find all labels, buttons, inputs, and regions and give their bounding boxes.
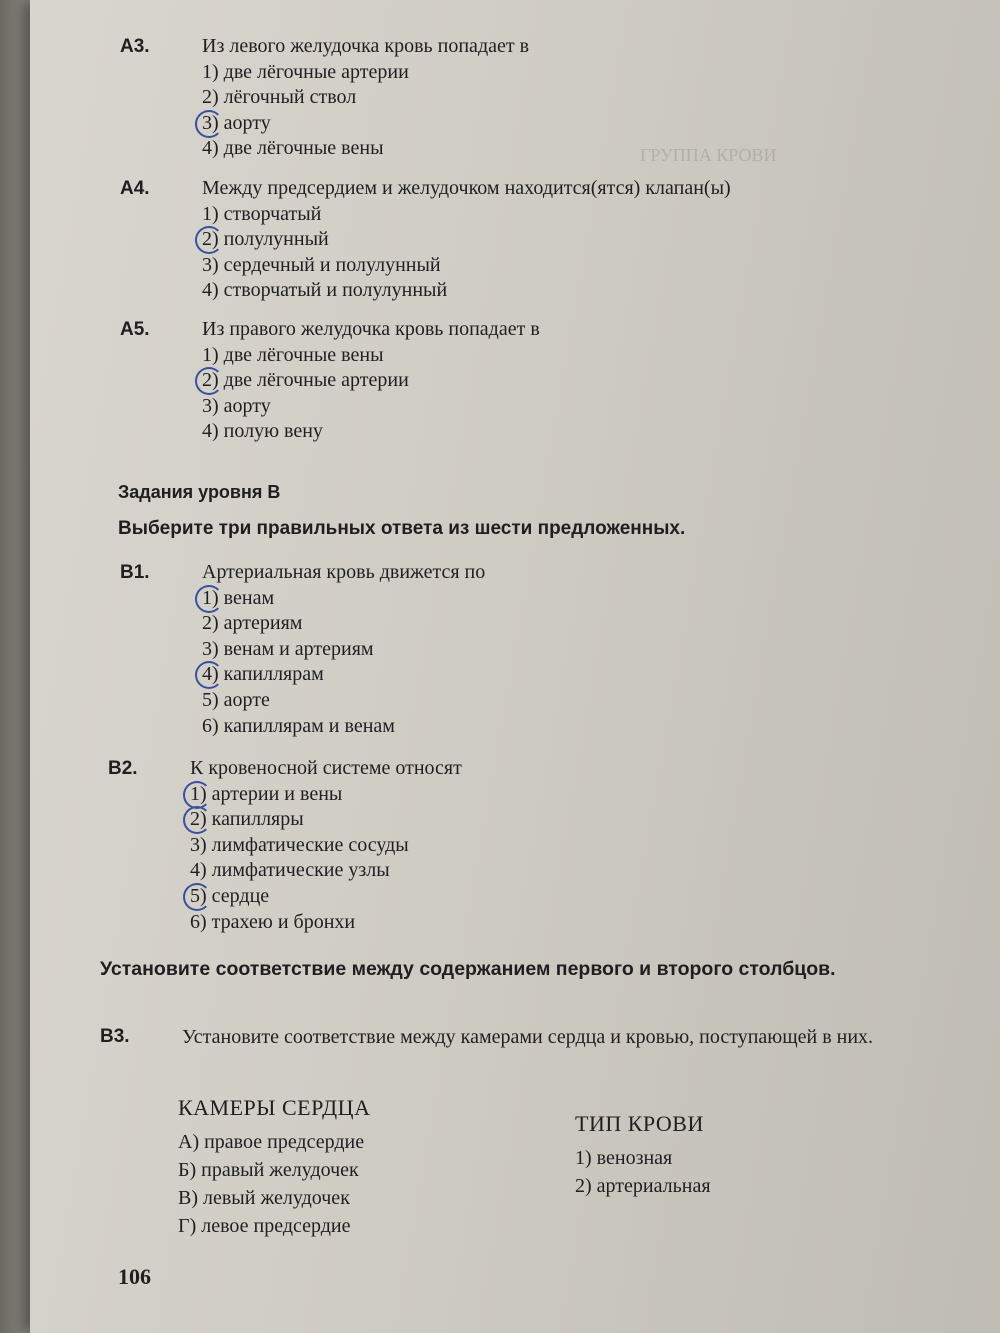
question-a3 — [120, 34, 529, 162]
answer-option: 4) лимфатические узлы — [190, 859, 390, 882]
question-b1 — [120, 560, 485, 739]
pen-circle-mark — [195, 367, 223, 395]
answer-option: 1) створчатый — [202, 202, 322, 225]
answer-option: 1) две лёгочные вены — [202, 343, 384, 366]
match-instruction: Установите соответствие между содержанием первого и второго столбцов. — [100, 958, 836, 980]
question-text: Установите соответствие между камерами сердца и кровью, поступающей в них. — [182, 1026, 874, 1048]
column-heading: КАМЕРЫ СЕРДЦА — [178, 1095, 371, 1120]
answer-option: 5) аорте — [202, 688, 270, 711]
answer-option: 4) створчатый и полулунный — [202, 279, 448, 302]
question-text: Из правого желудочка кровь попадает в — [202, 318, 540, 340]
match-item: 1) венозная — [575, 1147, 673, 1169]
answer-option-marked: 4) капиллярам — [202, 662, 485, 688]
pen-circle-mark — [195, 585, 223, 613]
answer-option: 3) сердечный и полулунный — [202, 253, 441, 276]
question-a5 — [120, 317, 540, 445]
answer-option: 3) аорту — [202, 394, 271, 417]
question-b3 — [100, 1024, 930, 1050]
show-through-text: ГРУППА КРОВИ — [640, 145, 777, 165]
question-text: К кровеносной системе относят — [190, 757, 462, 779]
column-blood-type — [575, 1110, 711, 1200]
column-heart-chambers — [178, 1094, 370, 1240]
answer-option-marked: 5) сердце — [190, 884, 462, 910]
question-number: А5. — [120, 319, 150, 340]
page-number: 106 — [118, 1264, 151, 1289]
question-a4 — [120, 176, 731, 304]
answer-option-marked: 1) артерии и вены — [190, 782, 462, 808]
answer-option: 3) венам и артериям — [202, 637, 374, 660]
question-text: Из левого желудочка кровь попадает в — [202, 35, 530, 57]
match-item: Г) левое предсердие — [178, 1215, 351, 1237]
pen-circle-mark — [183, 883, 211, 911]
match-item: 2) артериальная — [575, 1175, 711, 1197]
pen-circle-mark — [183, 781, 211, 809]
question-b2 — [108, 756, 462, 935]
answer-option-marked: 2) полулунный — [202, 227, 731, 253]
pen-circle-mark — [183, 806, 211, 834]
question-number: А4. — [120, 178, 150, 199]
section-heading: Задания уровня В — [118, 482, 281, 502]
answer-option: 1) две лёгочные артерии — [202, 60, 409, 83]
answer-option: 2) лёгочный ствол — [202, 86, 357, 109]
pen-circle-mark — [195, 110, 223, 138]
answer-option: 6) капиллярам и венам — [202, 714, 395, 737]
section-instruction: Выберите три правильных ответа из шести предложенных. — [118, 518, 686, 539]
match-item: А) правое предсердие — [178, 1131, 365, 1153]
answer-option-marked: 2) две лёгочные артерии — [202, 368, 540, 394]
answer-option: 6) трахею и бронхи — [190, 910, 356, 933]
answer-option: 3) лимфатические сосуды — [190, 833, 409, 856]
question-text: Между предсердием и желудочком находится(ятся) клапан(ы) — [202, 177, 731, 199]
answer-option-marked: 3) аорту — [202, 111, 529, 137]
question-number: В3. — [100, 1026, 130, 1047]
column-heading: ТИП КРОВИ — [575, 1111, 704, 1136]
question-text: Артериальная кровь движется по — [202, 561, 486, 583]
answer-option: 2) артериям — [202, 612, 303, 635]
answer-option-marked: 2) капилляры — [190, 807, 462, 833]
pen-circle-mark — [195, 226, 223, 254]
book-binding — [0, 0, 30, 1333]
question-number: В2. — [108, 758, 138, 779]
match-item: Б) правый желудочек — [178, 1159, 359, 1181]
question-number: А3. — [120, 36, 150, 57]
answer-option-marked: 1) венам — [202, 586, 485, 612]
answer-option: 4) полую вену — [202, 420, 323, 443]
match-item: В) левый желудочек — [178, 1187, 350, 1209]
question-number: В1. — [120, 562, 150, 583]
answer-option: 4) две лёгочные вены — [202, 137, 384, 160]
